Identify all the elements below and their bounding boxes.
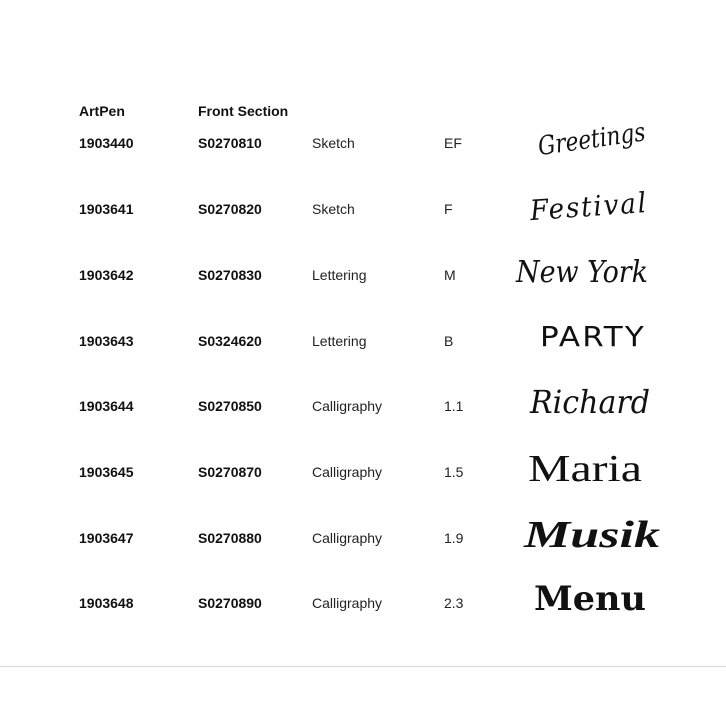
front-section-number: S0270870	[198, 464, 262, 480]
table-row	[0, 114, 726, 163]
writing-sample-text: Festival	[528, 185, 658, 228]
table-row	[0, 254, 726, 294]
front-section-number: S0270880	[198, 530, 262, 546]
artpen-number: 1903647	[79, 530, 134, 546]
writing-sample-text: Richard	[529, 383, 650, 421]
nib-size: 1.5	[444, 464, 464, 480]
writing-sample	[510, 513, 670, 561]
table-row	[0, 185, 726, 228]
nib-type: Sketch	[312, 201, 355, 217]
table-row	[0, 385, 726, 425]
nib-type: Calligraphy	[312, 530, 383, 546]
writing-sample	[510, 184, 670, 232]
front-section-number: S0270810	[198, 135, 262, 151]
table-row	[0, 320, 726, 360]
writing-sample	[510, 447, 670, 495]
front-section-number: S0270830	[198, 267, 262, 283]
artpen-number: 1903641	[79, 201, 134, 217]
front-section-number: S0270820	[198, 201, 262, 217]
writing-sample-text: Greetings	[536, 114, 669, 163]
writing-sample-text: Menu	[534, 579, 646, 619]
front-section-number: S0270890	[198, 595, 262, 611]
nib-size: EF	[444, 135, 462, 151]
nib-size: M	[444, 267, 456, 283]
artpen-number: 1903642	[79, 267, 134, 283]
bottom-divider	[0, 666, 726, 667]
front-section-column-header: Front Section	[198, 103, 289, 119]
writing-sample-text: PARTY	[540, 320, 646, 353]
writing-sample	[510, 578, 670, 626]
nib-type: Calligraphy	[312, 595, 383, 611]
table-row	[0, 514, 726, 557]
table-row	[0, 448, 726, 491]
artpen-number: 1903645	[79, 464, 134, 480]
nib-type: Lettering	[312, 333, 367, 349]
nib-type: Calligraphy	[312, 398, 383, 414]
table-row	[0, 579, 726, 622]
artpen-number: 1903644	[79, 398, 134, 414]
writing-sample-text: Musik	[522, 514, 660, 556]
writing-sample	[510, 381, 670, 429]
writing-sample-text: Maria	[528, 448, 643, 490]
writing-sample	[510, 250, 670, 298]
nib-size: F	[444, 201, 453, 217]
nib-size: B	[444, 333, 454, 349]
nib-type: Sketch	[312, 135, 355, 151]
nib-type: Calligraphy	[312, 464, 383, 480]
nib-size: 1.9	[444, 530, 464, 546]
writing-sample-text: New York	[515, 255, 648, 290]
nib-size: 1.1	[444, 398, 464, 414]
artpen-column-header: ArtPen	[79, 103, 125, 119]
front-section-number: S0270850	[198, 398, 262, 414]
artpen-number: 1903648	[79, 595, 134, 611]
writing-sample	[510, 316, 670, 364]
nib-size: 2.3	[444, 595, 464, 611]
writing-sample	[510, 114, 670, 166]
artpen-number: 1903440	[79, 135, 134, 151]
front-section-number: S0324620	[198, 333, 262, 349]
nib-type: Lettering	[312, 267, 367, 283]
artpen-number: 1903643	[79, 333, 134, 349]
